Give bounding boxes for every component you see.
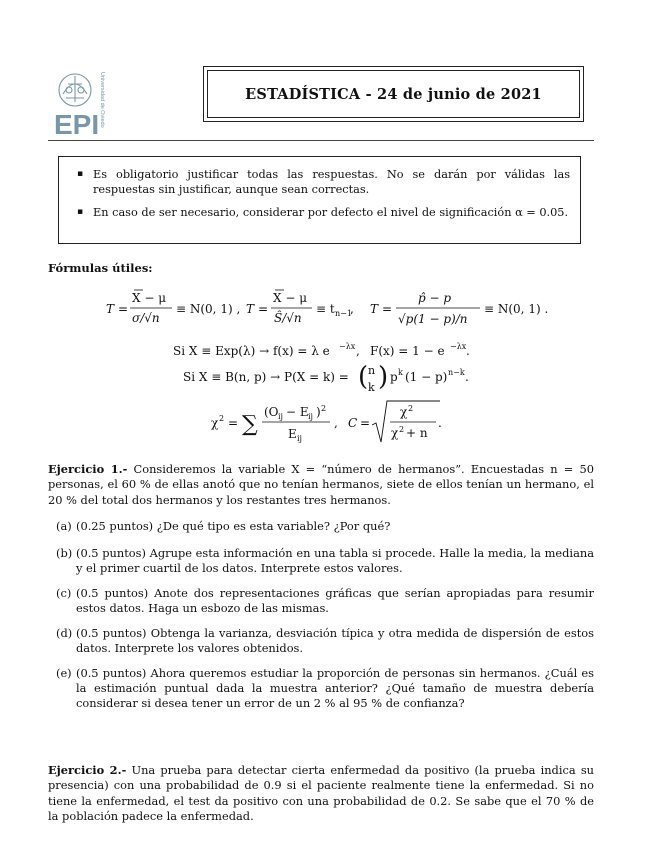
svg-text:σ/√n: σ/√n <box>132 311 160 325</box>
item-tag: (c) <box>56 586 72 600</box>
svg-text:k: k <box>398 368 403 377</box>
item-tag: (d) <box>56 626 73 640</box>
svg-text:χ: χ <box>391 426 399 440</box>
formulas-heading: Fórmulas útiles: <box>48 261 153 275</box>
item-text: (0.5 puntos) Anote dos representaciones gráficas que serían apropiadas para resumir estos datos. Haga un esbozo de las mismas. <box>76 586 594 616</box>
university-logo <box>52 68 114 138</box>
svg-text:n−1: n−1 <box>335 309 352 318</box>
svg-text:=: = <box>258 302 269 316</box>
svg-text:T: T <box>246 302 255 316</box>
svg-text:2: 2 <box>219 414 225 423</box>
svg-text:≡ t: ≡ t <box>316 302 335 316</box>
svg-text:X − μ: X − μ <box>132 291 167 305</box>
svg-text:≡ N(0, 1) ,: ≡ N(0, 1) , <box>176 302 241 316</box>
item-tag: (b) <box>56 546 73 560</box>
svg-text:n: n <box>368 364 376 377</box>
svg-text:ij: ij <box>308 412 314 421</box>
svg-text:+ n: + n <box>406 426 428 440</box>
svg-text:): ) <box>316 405 321 419</box>
item-text: (0.5 puntos) Agrupe esta información en una tabla si procede. Halle la media, la mediana y el primer cuartil de los datos. Interprete estos valores. <box>76 546 594 576</box>
svg-text:=: = <box>228 416 239 430</box>
exercise-1-item-b <box>56 546 594 576</box>
svg-text:=: = <box>360 416 371 430</box>
exercise-1-heading: Ejercicio 1.- <box>48 462 128 476</box>
svg-text:p̂ − p: p̂ − p <box>418 291 452 305</box>
svg-text:X − μ: X − μ <box>273 291 308 305</box>
svg-text:√p(1 − p)/n: √p(1 − p)/n <box>398 312 468 326</box>
svg-text:p: p <box>390 370 398 384</box>
exercise-2-statement <box>48 763 594 825</box>
exercise-2-heading: Ejercicio 2.- <box>48 763 127 777</box>
exercise-1-item-a <box>56 519 594 534</box>
exercise-1-item-e <box>56 666 594 712</box>
svg-text:− E: − E <box>286 405 309 419</box>
svg-text:F(x) = 1 − e: F(x) = 1 − e <box>370 344 445 358</box>
formula-chi-square <box>211 401 442 443</box>
svg-text:(: ( <box>358 362 369 392</box>
svg-text:≡ N(0, 1) .: ≡ N(0, 1) . <box>484 302 549 316</box>
item-text: (0.5 puntos) Obtenga la varianza, desviación típica y otra medida de dispersión de estos datos. Interprete los valores obtenidos. <box>76 626 594 656</box>
svg-text:Si X ≡ Exp(λ) → f(x) = λ e: Si X ≡ Exp(λ) → f(x) = λ e <box>173 344 330 358</box>
instruction-item: ▪ Es obligatorio justificar todas las respuestas. No se darán por válidas las respuestas sin justificar, aunque sean correctas. <box>77 167 570 197</box>
formula-binomial <box>183 362 469 394</box>
svg-text:k: k <box>368 381 375 394</box>
header-divider <box>48 140 594 141</box>
svg-text:E: E <box>288 427 297 441</box>
svg-text:2: 2 <box>321 404 327 413</box>
svg-text:2: 2 <box>408 404 414 413</box>
item-tag: (a) <box>56 519 72 533</box>
svg-text:χ: χ <box>211 416 219 430</box>
svg-text:n−k: n−k <box>448 368 465 377</box>
svg-text:2: 2 <box>399 425 405 434</box>
logo-vertical-text: Universidad de Oviedo <box>99 72 105 128</box>
svg-text:,: , <box>350 302 354 316</box>
svg-text:ij: ij <box>278 412 284 421</box>
exercise-1-statement <box>48 462 594 508</box>
svg-text:): ) <box>378 362 389 392</box>
exercise-1-item-d <box>56 626 594 656</box>
svg-text:.: . <box>465 370 469 384</box>
exam-title: ESTADÍSTICA - 24 de junio de 2021 <box>245 85 542 103</box>
item-tag: (e) <box>56 666 72 680</box>
exercise-1-item-c <box>56 586 594 616</box>
title-box <box>203 66 584 122</box>
item-text: (0.25 puntos) ¿De qué tipo es esta variable? ¿Por qué? <box>76 519 391 533</box>
exercise-1-body: Consideremos la variable X = “número de hermanos”. Encuestadas n = 50 personas, el 60 % de ellas anotó que no tenían hermanos, siete de ellos tenían un hermano, el 20 % del total dos hermanos y los restantes tres hermanos. <box>48 462 594 507</box>
svg-text:,: , <box>356 344 360 358</box>
formulas-block <box>48 285 594 449</box>
instruction-item: ▪ En caso de ser necesario, considerar por defecto el nivel de significación α = 0.05. <box>77 205 570 220</box>
svg-text:=: = <box>118 302 129 316</box>
exercise-2-body: Una prueba para detectar cierta enfermedad da positivo (la prueba indica su presencia) con una probabilidad de 0.9 si el paciente realmente tiene la enfermedad. Si no tiene la enfermedad, el test da positivo con una probabilidad de 0.2. Se sabe que el 70 % de la población padece la enfermedad. <box>48 763 595 824</box>
svg-text:−λx: −λx <box>339 342 356 351</box>
svg-text:−λx: −λx <box>450 342 467 351</box>
svg-text:χ: χ <box>400 405 408 419</box>
svg-text:=: = <box>382 302 393 316</box>
svg-text:∑: ∑ <box>242 412 258 437</box>
svg-text:Ŝ/√n: Ŝ/√n <box>274 311 302 325</box>
svg-text:Si X ≡ B(n, p) → P(X = k) =: Si X ≡ B(n, p) → P(X = k) = <box>183 370 349 384</box>
logo-epi-text: EPI <box>54 109 100 138</box>
svg-text:(1 − p): (1 − p) <box>405 370 448 384</box>
svg-text:T: T <box>106 302 115 316</box>
svg-text:ij: ij <box>297 434 303 443</box>
svg-text:C: C <box>348 416 358 430</box>
svg-text:T: T <box>370 302 379 316</box>
formula-t-statistics <box>106 290 548 326</box>
svg-text:(O: (O <box>264 405 279 419</box>
svg-text:.: . <box>438 416 442 430</box>
formula-exponential <box>173 342 470 358</box>
instructions-box <box>58 156 581 244</box>
svg-text:.: . <box>466 344 470 358</box>
item-text: (0.5 puntos) Ahora queremos estudiar la proporción de personas sin hermanos. ¿Cuál es la estimación puntual dada la muestra anterior? ¿Qué tamaño de muestra debería considerar si desea tener un error de un 2 % al 95 % de confianza? <box>76 666 594 711</box>
svg-text:,: , <box>334 416 338 430</box>
